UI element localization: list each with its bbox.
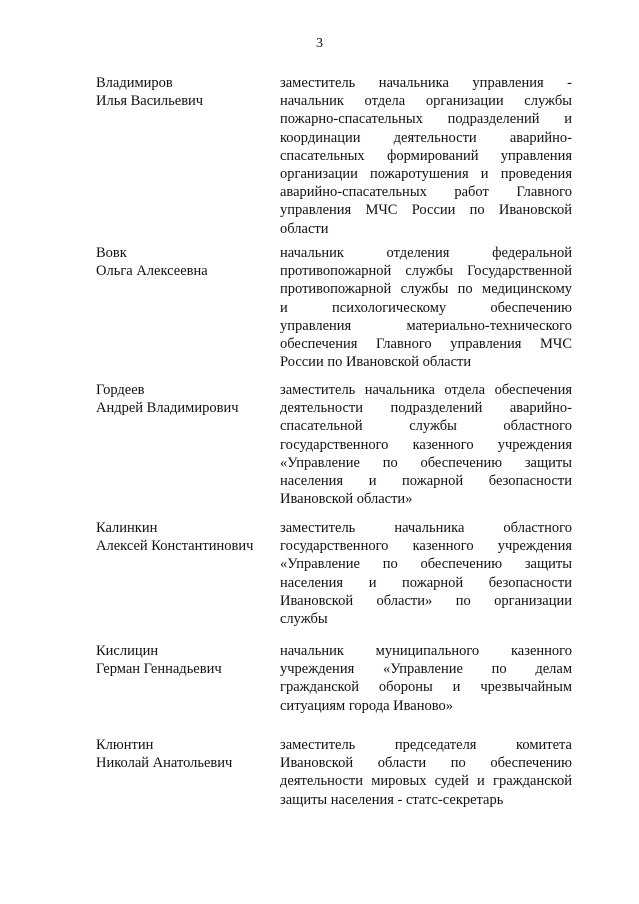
role-line: спасательной службы областного	[280, 418, 572, 435]
member-given-names: Ольга Алексеевна	[96, 263, 208, 280]
member-given-names: Андрей Владимирович	[96, 400, 239, 417]
member-surname: Кислицин	[96, 643, 159, 659]
role-line: начальник муниципального казенного	[280, 643, 572, 659]
member-given-names: Илья Васильевич	[96, 93, 204, 110]
member-given-names: Герман Геннадьевич	[96, 661, 222, 678]
role-line: населения и пожарной безопасности	[280, 473, 572, 490]
member-name	[96, 74, 276, 110]
role-line: заместитель начальника областного	[280, 520, 572, 536]
role-line: Ивановской области» по организации	[280, 592, 572, 609]
role-line: аварийно-спасательных работ Главного	[280, 184, 572, 201]
role-line: спасательных формирований управления	[280, 147, 572, 164]
member-given-names: Николай Анатольевич	[96, 755, 233, 772]
member-role	[280, 519, 572, 628]
role-line: Ивановской области»	[280, 491, 413, 508]
member-surname: Вовк	[96, 245, 127, 261]
role-line: ситуациям города Иваново»	[280, 697, 454, 714]
role-line: начальник отдела организации службы	[280, 93, 572, 110]
role-line: заместитель начальника отдела обеспечения	[280, 382, 572, 398]
role-line: заместитель председателя комитета	[280, 737, 572, 753]
member-name	[96, 519, 276, 555]
role-line: противопожарной службы по медицинскому	[280, 281, 572, 298]
role-line: Ивановской области по обеспечению	[280, 755, 572, 772]
role-line: противопожарной службы Государственной	[280, 263, 572, 280]
member-surname: Гордеев	[96, 382, 145, 398]
member-surname: Владимиров	[96, 75, 173, 91]
member-given-names: Алексей Константинович	[96, 538, 254, 555]
role-line: «Управление по обеспечению защиты	[280, 556, 572, 573]
member-role	[280, 74, 572, 238]
member-name	[96, 381, 276, 417]
role-line: России по Ивановской области	[280, 354, 472, 371]
role-line: деятельности мировых судей и гражданской	[280, 773, 572, 790]
role-line: «Управление по обеспечению защиты	[280, 454, 572, 471]
role-line: деятельности подразделений аварийно-	[280, 400, 572, 417]
member-name	[96, 642, 276, 678]
role-line: управления материально-технического	[280, 317, 572, 334]
role-line: гражданской обороны и чрезвычайным	[280, 679, 572, 696]
role-line: управления МЧС России по Ивановской	[280, 202, 572, 219]
role-line: организации пожаротушения и проведения	[280, 166, 572, 183]
member-role	[280, 244, 572, 371]
role-line: обеспечения Главного управления МЧС	[280, 336, 572, 353]
member-name	[96, 244, 276, 280]
role-line: государственного казенного учреждения	[280, 436, 572, 453]
member-surname: Клюнтин	[96, 737, 154, 753]
page-number: 3	[316, 36, 323, 51]
role-line: координации деятельности аварийно-	[280, 129, 572, 146]
role-line: службы	[280, 611, 328, 628]
member-name	[96, 736, 276, 772]
role-line: учреждения «Управление по делам	[280, 661, 572, 678]
member-surname: Калинкин	[96, 520, 158, 536]
role-line: и психологическому обеспечению	[280, 299, 572, 316]
role-line: защиты населения - статс-секретарь	[280, 791, 504, 808]
member-role	[280, 642, 572, 715]
role-line: государственного казенного учреждения	[280, 538, 572, 555]
member-role	[280, 381, 572, 508]
role-line: области	[280, 220, 329, 237]
member-role	[280, 736, 572, 809]
role-line: начальник отделения федеральной	[280, 245, 572, 261]
role-line: пожарно-спасательных подразделений и	[280, 111, 572, 128]
role-line: населения и пожарной безопасности	[280, 574, 572, 591]
role-line: заместитель начальника управления -	[280, 75, 572, 91]
